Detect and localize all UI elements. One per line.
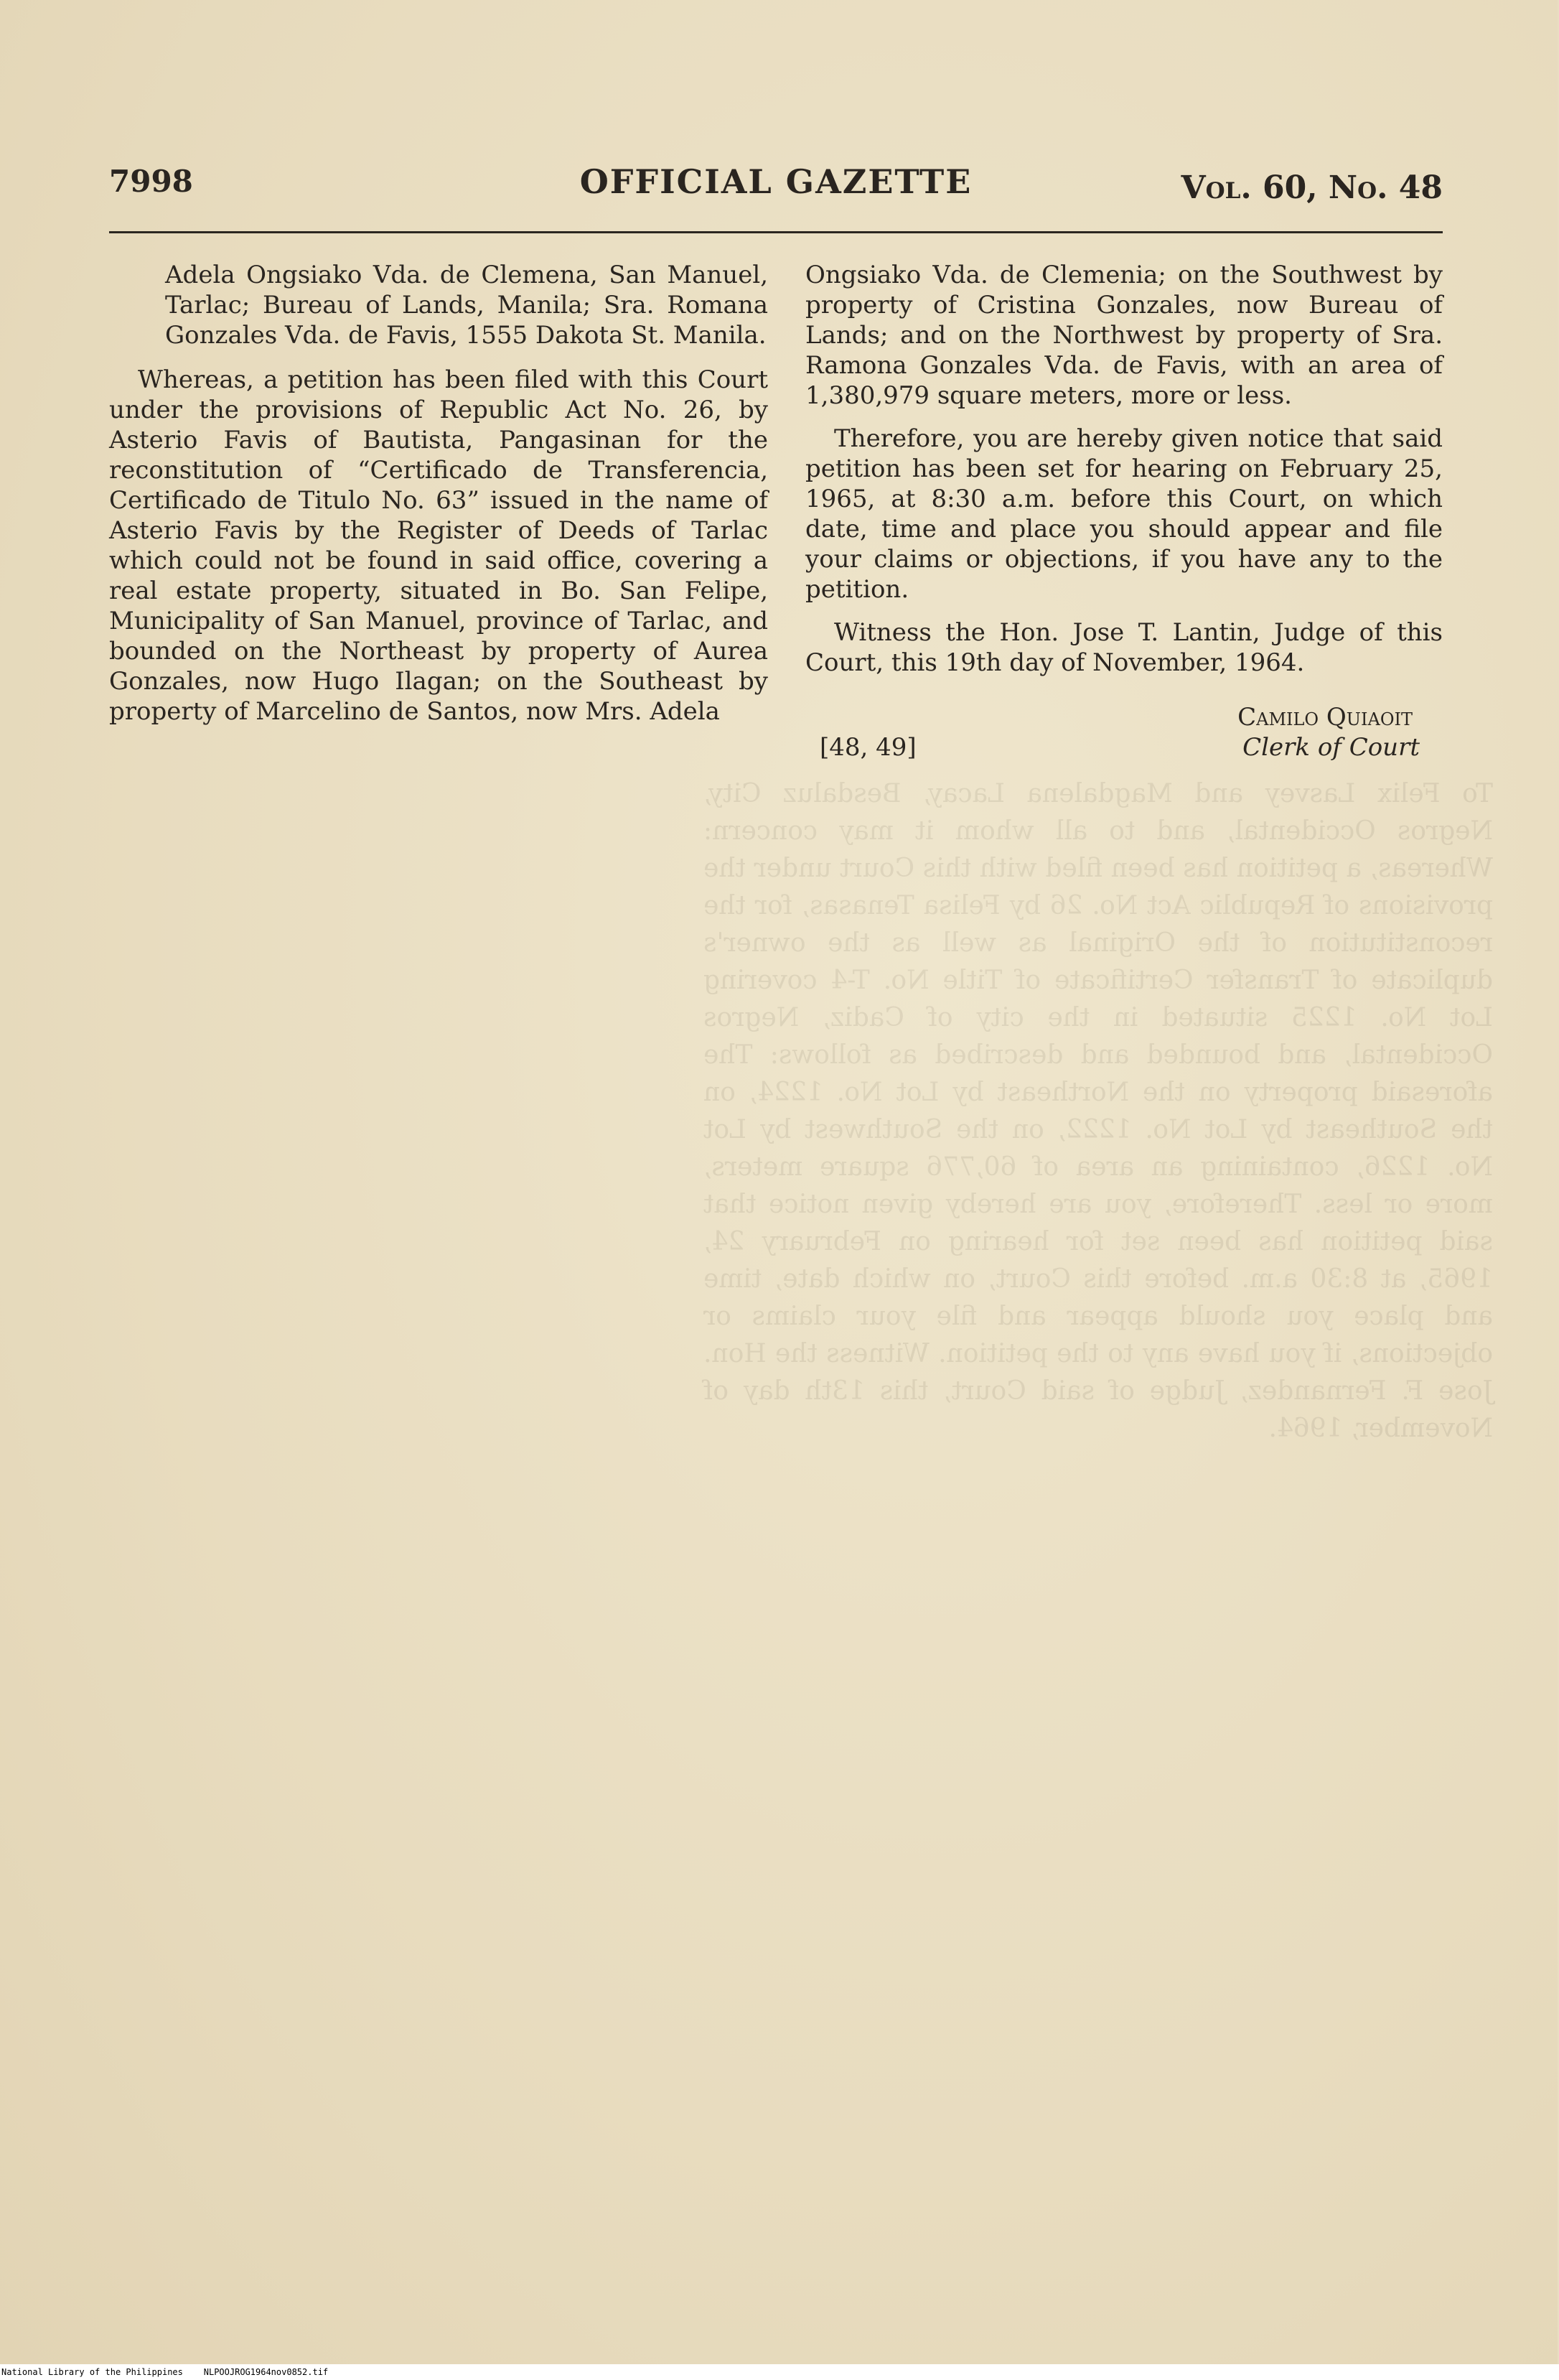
issue-reference: [48, 49]: [820, 733, 917, 762]
boundary-continuation: Ongsiako Vda. de Clemenia; on the Southwest by property of Cristina Gonzales, now Bureau of Lands; and on the Northwest by property of Sra. Ramona Gonzales Vda. de Favis, with an area of 1,380,979 square meters, more or less.: [805, 261, 1443, 410]
page-header: [109, 158, 1443, 223]
header-rule: [109, 231, 1443, 233]
volume-number: Vol. 60, No. 48: [1181, 169, 1443, 206]
whereas-paragraph: Whereas, a petition has been filed with this Court under the provisions of Republic Act No. 26, by Asterio Favis of Bautista, Pangasinan for the reconstitution of “Certificado de Transferencia, Certificado de Titulo No. 63” issued in the name of Asterio Favis by the Register of Deeds of Tarlac which could not be found in said office, covering a real estate property, situated in Bo. San Felipe, Municipality of San Manuel, province of Tarlac, and bounded on the Northeast by property of Aurea Gonzales, now Hugo Ilagan; on the Southeast by property of Marcelino de Santos, now Mrs. Adela: [109, 365, 768, 726]
clerk-title: Clerk of Court: [1242, 733, 1420, 762]
signature-block: [805, 702, 1443, 767]
page-number: 7998: [109, 164, 193, 199]
publication-title: OFFICIAL GAZETTE: [579, 162, 973, 201]
right-column: [805, 260, 1443, 767]
witness-paragraph: Witness the Hon. Jose T. Lantin, Judge of this Court, this 19th day of November, 1964.: [805, 618, 1443, 677]
clerk-name: Camilo Quiaoit: [1237, 703, 1413, 732]
left-column: [109, 260, 768, 739]
show-through-from-reverse: To Felix Lasvey and Magdalena Lacay, Besdaluz City, Negros Occidental, and to all whom it may concern: Whereas, a petition has been filed with this Court under the provisions of Republic Act No. 26 by Felisa Tenasas, for the reconstitution of the Original as well as the owner's duplicate of Transfer Certificate of Title No. T-4 covering Lot No. 1225 situated in the city of Cadiz, Negros Occidental, and bounded and described as follows: The aforesaid property on the Northeast by Lot No. 1224, on the Southeast by Lot No. 1222, on the Southwest by Lot No. 1226, containing an area of 60,776 square meters, more or less. Therefore, you are hereby given notice that said petition has been set for hearing on February 24, 1965, at 8:30 a.m. before this Court, on which date, time and place you should appear and file your claims or objections, if you have any to the petition. Witness the Hon. Jose F. Fernandez, Judge of said Court, this 13th day of November, 1964.: [695, 779, 1493, 1443]
scan-credit-strip: National Library of the Philippines NLPOOJROG1964nov0852.tif: [0, 2364, 1559, 2380]
therefore-paragraph: Therefore, you are hereby given notice that said petition has been set for hearing on February 25, 1965, at 8:30 a.m. before this Court, on which date, time and place you should appear and file your claims or objections, if you have any to the petition.: [805, 424, 1443, 604]
addressee-list: Adela Ongsiako Vda. de Clemena, San Manuel, Tarlac; Bureau of Lands, Manila; Sra. Romana Gonzales Vda. de Favis, 1555 Dakota St. Manila.: [165, 261, 768, 350]
